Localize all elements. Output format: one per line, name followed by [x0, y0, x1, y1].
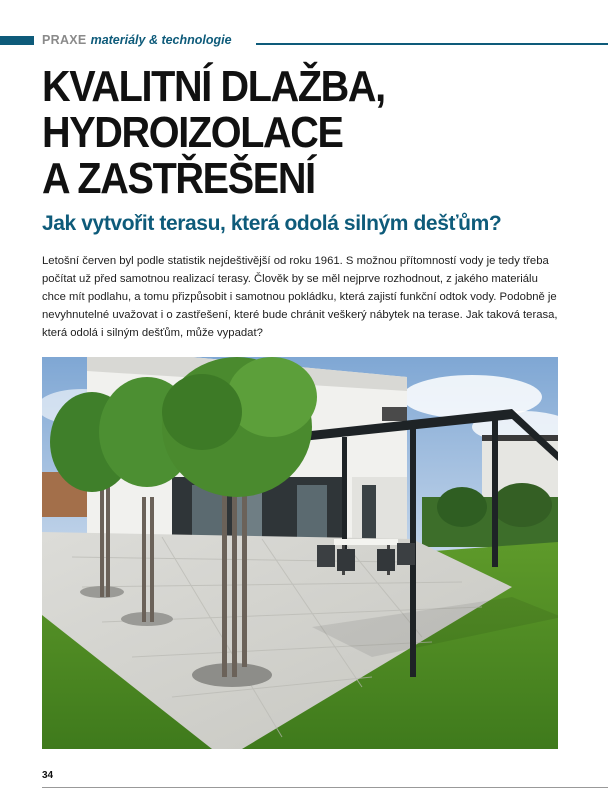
title-line-3: A ZASTŘEŠENÍ	[42, 154, 315, 203]
footer-rule	[42, 787, 608, 788]
title-line-1: KVALITNÍ DLAŽBA,	[42, 62, 385, 111]
section-header	[0, 33, 608, 48]
article-title	[42, 64, 528, 202]
header-accent-block	[0, 36, 34, 45]
page-number: 34	[42, 770, 54, 781]
article-lead: Letošní červen byl podle statistik nejdeštivější od roku 1961. S možnou přítomností vody je tedy třeba počítat už před samotnou realizací terasy. Člověk by se měl nejprve rozhodnout, z jakého materiálu chce mít podlahu, a tomu přizpůsobit i samotnou pokládku, která zajistí funkční odtok vody. Podobně je nevyhnutelné uvažovat i o zastřešení, které bude chránit veškerý nábytek na terase. Jak taková terasa, která odolá i silným dešťům, může vypadat?	[42, 255, 558, 339]
title-line-2: HYDROIZOLACE	[42, 108, 343, 157]
article-subtitle: Jak vytvořit terasu, která odolá silným dešťům?	[42, 212, 502, 235]
header-section: PRAXE	[42, 33, 87, 47]
header-topic: materiály & technologie	[90, 33, 232, 47]
header-label	[42, 33, 232, 47]
terrace-photo	[42, 357, 558, 749]
header-rule	[256, 43, 608, 45]
